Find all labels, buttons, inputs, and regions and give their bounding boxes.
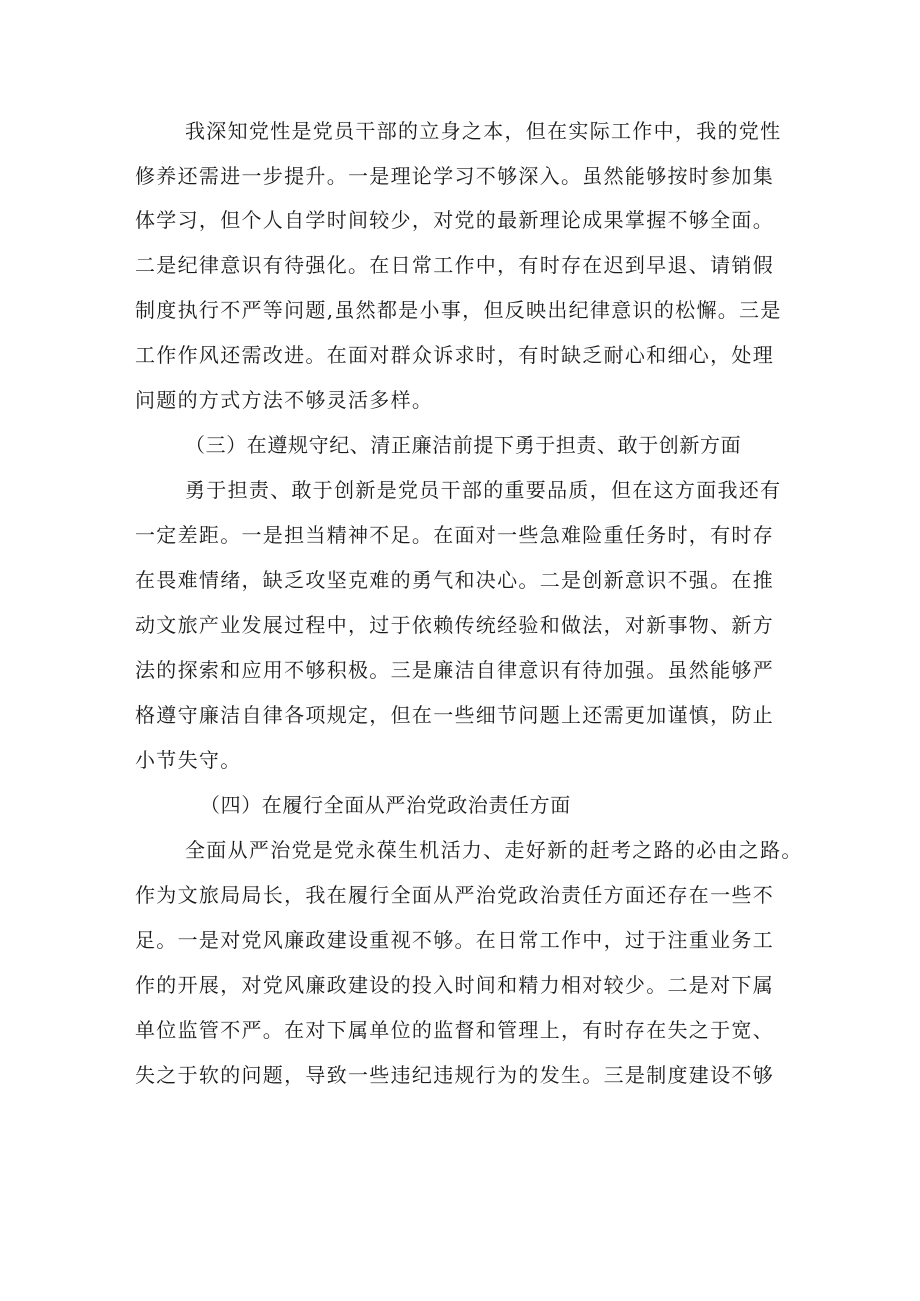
paragraph-2-line-6: 格遵守廉洁自律各项规定，但在一些细节问题上还需更加谨慎，防止: [135, 703, 774, 727]
paragraph-1-line-3: 体学习，但个人自学时间较少，对党的最新理论成果掌握不够全面。: [135, 208, 774, 232]
paragraph-3-line-2: 作为文旅局局长，我在履行全面从严治党政治责任方面还存在一些不: [135, 883, 774, 907]
paragraph-2-line-2: 一定差距。一是担当精神不足。在面对一些急难险重任务时，有时存: [135, 523, 774, 547]
paragraph-2-line-1: 勇于担责、敢于创新是党员干部的重要品质，但在这方面我还有: [185, 478, 782, 502]
paragraph-3-line-3: 足。一是对党风廉政建设重视不够。在日常工作中，过于注重业务工: [135, 928, 774, 952]
paragraph-3-line-5: 单位监管不严。在对下属单位的监督和管理上，有时存在失之于宽、: [135, 1018, 774, 1042]
paragraph-2-line-7: 小节失守。: [135, 748, 242, 772]
paragraph-2-line-3: 在畏难情绪，缺乏攻坚克难的勇气和决心。二是创新意识不强。在推: [135, 568, 774, 592]
section-heading-4: （四）在履行全面从严治党政治责任方面: [200, 793, 571, 817]
paragraph-3-line-1: 全面从严治党是党永葆生机活力、走好新的赶考之路的必由之路。: [185, 838, 803, 862]
paragraph-2-line-5: 法的探索和应用不够积极。三是廉洁自律意识有待加强。虽然能够严: [135, 658, 774, 682]
paragraph-1-line-4: 二是纪律意识有待强化。在日常工作中，有时存在迟到早退、请销假: [135, 253, 774, 277]
paragraph-1-line-7: 问题的方式方法不够灵活多样。: [135, 388, 434, 412]
paragraph-2-line-4: 动文旅产业发展过程中，过于依赖传统经验和做法，对新事物、新方: [135, 613, 774, 637]
paragraph-1-line-1: 我深知党性是党员干部的立身之本，但在实际工作中，我的党性: [185, 119, 782, 143]
paragraph-3-line-4: 作的开展，对党风廉政建设的投入时间和精力相对较少。二是对下属: [135, 973, 774, 997]
paragraph-3-line-6: 失之于软的问题，导致一些违纪违规行为的发生。三是制度建设不够: [135, 1063, 774, 1087]
paragraph-1-line-6: 工作作风还需改进。在面对群众诉求时，有时缺乏耐心和细心，处理: [135, 343, 774, 367]
paragraph-1-line-2: 修养还需进一步提升。一是理论学习不够深入。虽然能够按时参加集: [135, 164, 774, 188]
section-heading-3: （三）在遵规守纪、清正廉洁前提下勇于担责、敢于创新方面: [185, 433, 742, 457]
paragraph-1-line-5: 制度执行不严等问题,虽然都是小事，但反映出纪律意识的松懈。三是: [135, 298, 782, 322]
